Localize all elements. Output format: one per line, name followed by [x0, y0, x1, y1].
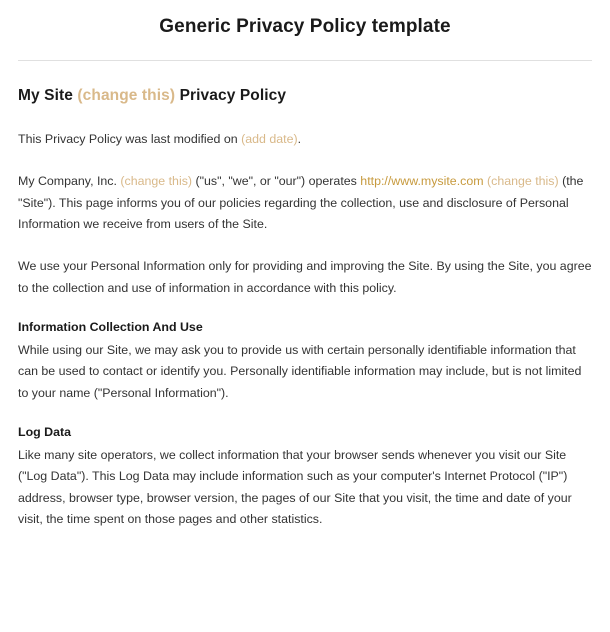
section-body-information-collection: While using our Site, we may ask you to provide us with certain personally identifiable information that can be used to contact or identify you. Personally identifiable information may include, but is not limited to your name ("Personal Information").: [18, 342, 582, 400]
site-name-change-this[interactable]: (change this): [77, 87, 176, 104]
section-heading-information-collection: Information Collection And Use: [18, 319, 203, 334]
company-mid-text: ("us", "we", or "our") operates: [192, 174, 361, 189]
last-modified-paragraph: [18, 129, 592, 150]
url-change-this[interactable]: (change this): [487, 174, 559, 189]
usage-paragraph: We use your Personal Information only for providing and improving the Site. By using the Site, you agree to the collection and use of information in accordance with this policy.: [18, 259, 592, 295]
company-rest-text: (the "Site"). This page informs you of our policies regarding the collection, use and disclosure of Personal Information we receive from users of the Site.: [18, 174, 584, 231]
company-paragraph: [18, 171, 592, 235]
privacy-policy-suffix: Privacy Policy: [179, 87, 287, 104]
last-modified-text-before: This Privacy Policy was last modified on: [18, 132, 242, 146]
company-change-this[interactable]: (change this): [120, 174, 193, 189]
section-heading-log-data: Log Data: [18, 424, 72, 439]
document-page: [0, 16, 610, 632]
last-modified-text-after: .: [297, 132, 302, 146]
site-name-text: My Site: [18, 87, 73, 104]
section-body-log-data: Like many site operators, we collect information that your browser sends whenever you visit our Site ("Log Data"). This Log Data may include information such as your computer's Internet Protocol ("IP") address, browser type, browser version, the pages of our Site that you visit, the time and date of your visit, the time spent on those pages and other statistics.: [18, 447, 572, 526]
page-title: Generic Privacy Policy template: [159, 16, 451, 37]
company-name-text: My Company, Inc.: [18, 174, 117, 189]
privacy-policy-heading: [18, 87, 592, 105]
add-date-placeholder[interactable]: (add date): [241, 132, 298, 146]
site-url-link[interactable]: http://www.mysite.com: [360, 174, 484, 189]
title-divider: [18, 60, 592, 61]
